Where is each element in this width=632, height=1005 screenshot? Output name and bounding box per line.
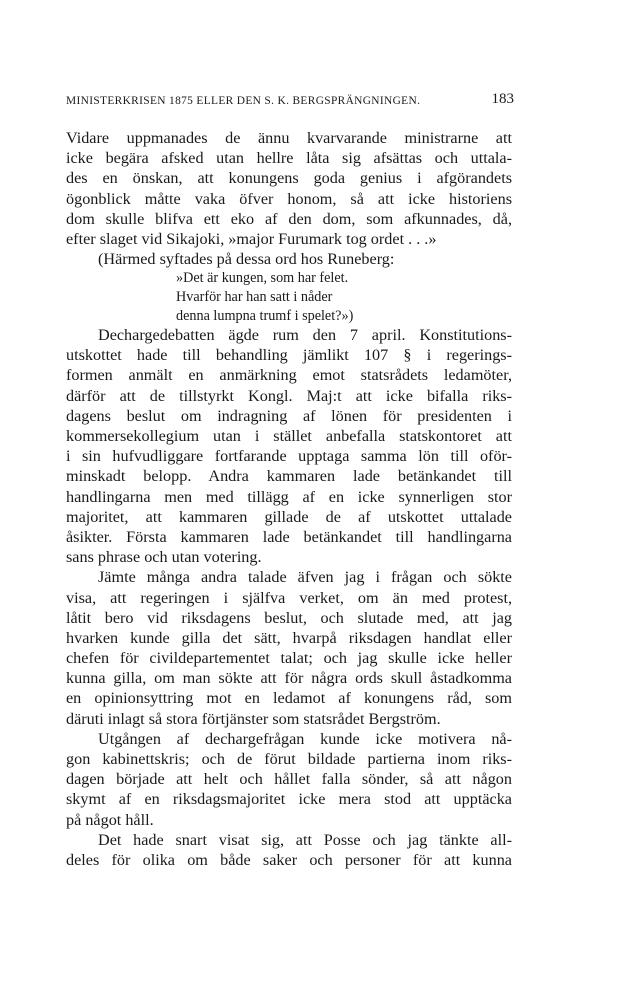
text-line: chefen för civildepartementet talat; och jag skulle icke heller — [66, 649, 512, 668]
text-line: kunna gilla, om man sökte att för några ords skull åstadkomma — [66, 669, 512, 688]
poem-line: »Det är kungen, som har felet. — [176, 270, 349, 287]
text-line: gon kabinettskris; och de förut bildade partierna inom riks- — [66, 750, 512, 769]
text-line: formen anmält en anmärkning emot statsrådets ledamöter, — [66, 366, 512, 385]
text-line: dom skulle blifva ett eko af den dom, som afkunnades, då, — [66, 209, 512, 228]
text-line: skymt af en riksdagsmajoritet icke mera stod att upptäcka — [66, 790, 512, 809]
poem-quote — [66, 269, 512, 325]
text-line: minskadt belopp. Andra kammaren lade betänkandet till — [66, 467, 512, 486]
text-line: utskottet hade till behandling jämlikt 107 § i regerings- — [66, 346, 512, 365]
text-line: dagens beslut om indragning af lönen för presidenten i — [66, 406, 512, 425]
body-text — [66, 128, 512, 870]
text-line: Det hade snart visat sig, att Posse och jag tänkte all- — [98, 830, 512, 849]
text-line: efter slaget vid Sikajoki, »major Furumark tog ordet . . .» — [66, 229, 437, 248]
text-line: visa, att regeringen i själfva verket, om än med protest, — [66, 588, 512, 607]
text-line: sans phrase och utan votering. — [66, 548, 262, 567]
text-line: (Härmed syftades på dessa ord hos Runeberg: — [98, 250, 395, 269]
text-line: Dechargedebatten ägde rum den 7 april. Konstitutions- — [98, 326, 512, 345]
text-line: därför att de tillstyrkt Kongl. Maj:t att icke bifalla riks- — [66, 386, 512, 405]
text-line: låtit bero vid riksdagens beslut, och slutade med, att jag — [66, 608, 512, 627]
text-line: icke begära afsked utan hellre låta sig afsättas och uttala- — [66, 149, 512, 168]
text-line: Vidare uppmanades de ännu kvarvarande ministrarne att — [66, 129, 512, 147]
text-line: hvarken kunde gilla det sätt, hvarpå riksdagen handlat eller — [66, 628, 512, 647]
text-line: däruti inlagt så stora förtjänster som statsrådet Bergström. — [66, 709, 441, 728]
text-line: Jämte många andra talade äfven jag i frågan och sökte — [98, 568, 512, 587]
running-header — [66, 93, 514, 109]
text-line: Utgången af dechargefrågan kunde icke motivera nå- — [98, 729, 512, 748]
running-title: MINISTERKRISEN 1875 ELLER DEN S. K. BERGSPRÄNGNINGEN. — [66, 95, 421, 107]
text-line: i sin hufvudliggare fortfarande upptaga samma lön till oför- — [66, 447, 512, 466]
text-line: handlingarna men med tillägg af en icke synnerligen stor — [66, 487, 512, 506]
text-line: ögonblick måtte vaka öfver honom, så att icke historiens — [66, 189, 512, 208]
text-line: på något håll. — [66, 810, 154, 829]
poem-line: Hvarför har han satt i nåder — [176, 288, 333, 305]
text-line: en opinionsyttring mot en ledamot af konungens råd, som — [66, 689, 512, 708]
text-line: åsikter. Första kammaren lade betänkandet till handlingarna — [66, 527, 512, 546]
page-number: 183 — [491, 91, 514, 107]
text-line: majoritet, att kammaren gillade de af utskottet uttalade — [66, 507, 512, 526]
text-line: dagen började att helt och hållet falla sönder, så att någon — [66, 770, 512, 789]
text-line: des en önskan, att konungens goda genius i afgörandets — [66, 169, 512, 188]
poem-line: denna lumpna trumf i spelet?») — [176, 307, 354, 324]
text-line: kommersekollegium utan i stället anbefalla statskontoret att — [66, 427, 512, 446]
text-line: deles för olika om både saker och personer för att kunna — [66, 850, 512, 869]
